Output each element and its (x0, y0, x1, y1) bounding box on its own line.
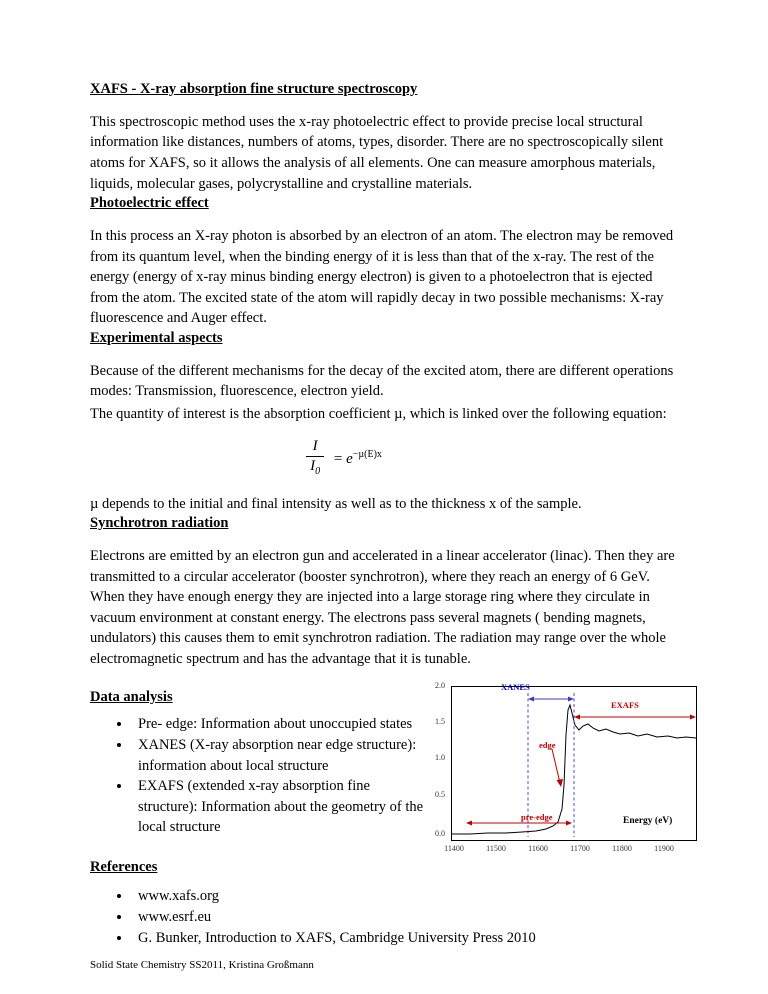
section-heading-data-analysis: Data analysis (90, 688, 173, 705)
data-analysis-bullets (90, 714, 430, 837)
x-tick-label: 11900 (654, 843, 674, 853)
list-item: • XANES (X-ray absorption near edge structure): information about local structure (132, 735, 430, 776)
x-axis-label: Energy (eV) (623, 815, 673, 826)
intro-paragraph: This spectroscopic method uses the x-ray photoelectric effect to provide precise local structural information like distances, numbers of atoms, types, disorder. There are no spectroscopically silent atoms for XAFS, so it allows the analysis of all elements. One can measure amorphous materials, liquids, molecular gases, polycrystalline and crystalline materials. (90, 113, 664, 192)
annotation-edge: edge (539, 739, 556, 750)
references-list (90, 886, 678, 949)
formula-right-side (334, 449, 382, 468)
formula-denominator: $I_0$ (310, 457, 321, 477)
y-tick-label: 1.0 (435, 752, 445, 762)
data-analysis-row (90, 680, 678, 853)
list-item: • Pre- edge: Information about unoccupied states (132, 714, 430, 735)
formula-numerator: I (306, 438, 324, 456)
y-tick-label: 1.5 (435, 716, 445, 726)
reference-book: G. Bunker, Introduction to XAFS, Cambridge University Press 2010 (138, 929, 536, 946)
reference-link-xafs[interactable]: www.xafs.org (138, 887, 219, 904)
page-title: XAFS - X-ray absorption fine structure spectroscopy (90, 81, 418, 97)
y-tick-label: 0.0 (435, 828, 445, 838)
list-item: • EXAFS (extended x-ray absorption fine structure): Information about the geometry of the local structure (132, 776, 430, 838)
section-heading-synchrotron: Synchrotron radiation (90, 515, 229, 532)
formula-equals: = (333, 450, 343, 467)
photoelectric-paragraph: In this process an X-ray photon is absorbed by an electron of an atom. The electron may be removed from its quantum level, when the binding energy of it is less than that of the x-ray. The rest of the energy (energy of x-ray minus binding energy electron) is given to a photoelectron that is ejected from the atom. The excited state of the atom will rapidly decay in two possible mechanisms: X-ray fluorescence and Auger effect. (90, 228, 674, 327)
experimental-paragraph-3: µ depends to the initial and final intensity as well as to the thickness x of the sample. (90, 495, 582, 512)
x-tick-label: 11600 (528, 843, 548, 853)
list-item[interactable] (132, 907, 678, 928)
x-tick-label: 11800 (612, 843, 632, 853)
synchrotron-paragraph: Electrons are emitted by an electron gun and accelerated in a linear accelerator (linac). Then they are transmitted to a circular accelerator (booster synchrotron), where they reach an energy of 6 GeV. When they have enough energy they are injected into a large storage ring where they circulate in vacuum environment at constant energy. The electrons pass several magnets ( bending magnets, undulators) this causes them to emit synchrotron radiation. The radiation may range over the whole electromagnetic spectrum and has the advantage that it is tunable. (90, 548, 675, 668)
formula-base: e (346, 450, 353, 467)
annotation-pre-edge: pre-edge (521, 811, 553, 822)
experimental-paragraph-1: Because of the different mechanisms for the decay of the excited atom, there are different operations modes: Transmission, fluorescence, electron yield. (90, 362, 674, 400)
experimental-paragraph-2: The quantity of interest is the absorption coefficient µ, which is linked over the following equation: (90, 405, 667, 422)
y-tick-label: 2.0 (435, 680, 445, 690)
y-tick-label: 0.5 (435, 789, 445, 799)
x-tick-label: 11500 (486, 843, 506, 853)
formula-fraction (306, 438, 324, 477)
section-heading-experimental: Experimental aspects (90, 329, 223, 346)
annotation-xanes: XANES (501, 681, 530, 692)
section-heading-photoelectric: Photoelectric effect (90, 195, 209, 212)
x-tick-label: 11400 (444, 843, 464, 853)
formula-denominator-subscript: 0 (315, 465, 321, 477)
page-footer: Solid State Chemistry SS2011, Kristina Großmann (90, 958, 314, 971)
reference-link-esrf[interactable]: www.esrf.eu (138, 908, 212, 925)
absorption-formula (90, 438, 678, 477)
list-item[interactable] (132, 886, 678, 907)
annotation-exafs: EXAFS (611, 699, 639, 710)
data-analysis-left (90, 688, 430, 838)
list-item (132, 928, 678, 949)
xafs-spectrum-chart (415, 676, 705, 871)
x-tick-label: 11700 (570, 843, 590, 853)
section-heading-references: References (90, 858, 158, 875)
formula-exponent: −µ(E)x (352, 448, 382, 460)
